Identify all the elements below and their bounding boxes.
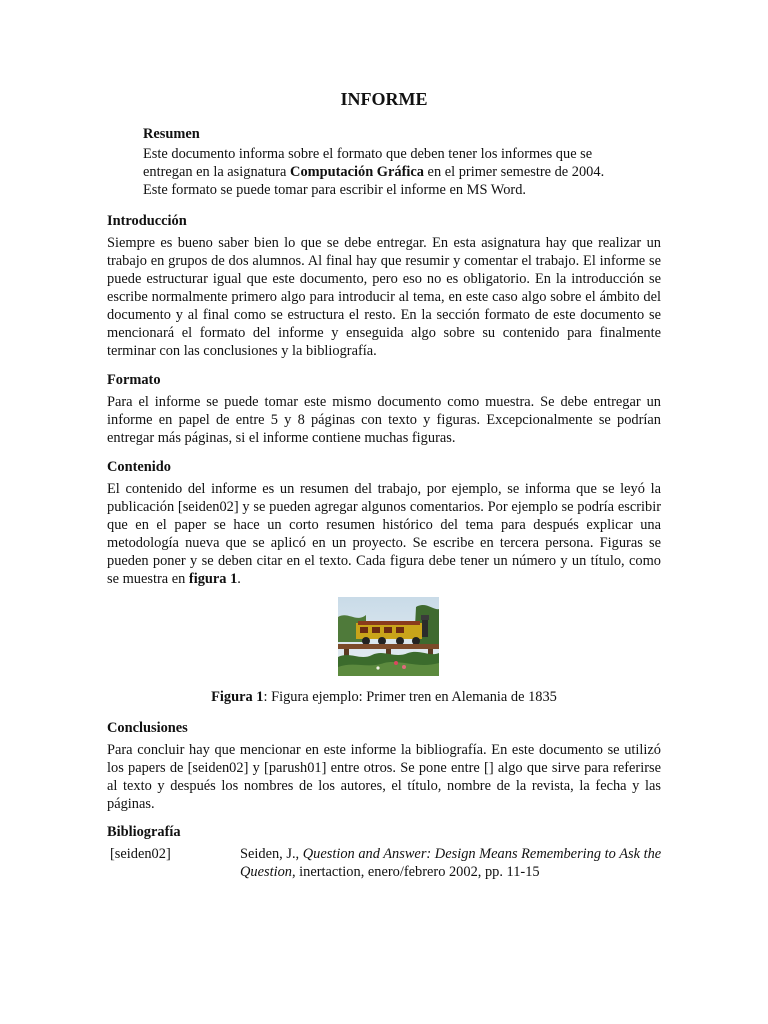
abstract bbox=[143, 125, 643, 199]
caption-text: : Figura ejemplo: Primer tren en Alemania de 1835 bbox=[263, 689, 557, 705]
figure-reference: figura 1 bbox=[188, 571, 238, 587]
section-heading: Introducción bbox=[107, 213, 187, 229]
bib-text bbox=[240, 845, 670, 881]
abstract-heading: Resumen bbox=[143, 126, 200, 142]
document-title: INFORME bbox=[340, 89, 428, 109]
section-body: Siempre es bueno saber bien lo que se debe entregar. En esta asignatura hay que realizar un trabajo en grupos de dos alumnos. Al final hay que resumir y comentar el trabajo. El informe se puede estructurar igual que este documento, pero eso no es obligatorio. En la introducción se escribe normalmente primero algo para introducir al tema, en este caso algo sobre el ámbito del documento y al final como se estructura el resto. En la sección formato de este documento se mencionará el formato del informe y enseguida algo sobre su contenido para finalmente terminar con las conclusiones y la bibliografía. bbox=[107, 235, 661, 359]
contenido-text: El contenido del informe es un resumen del trabajo, por ejemplo, se informa que se leyó la publicación [seiden02] y se pueden agregar algunos comentarios. Por ejemplo se podría escribir que en el paper se hace un corto resumen histórico del tema para después explicar una metodología nueva que se aplicó en un proyecto. Se escribe en tercera persona. Figuras se pueden poner y se deben citar en el texto. Cada figura debe tener un número y un título, como se muestra en bbox=[107, 481, 661, 587]
section-body bbox=[107, 480, 661, 588]
section-heading: Contenido bbox=[107, 459, 171, 475]
section-body: Para el informe se puede tomar este mismo documento como muestra. Se debe entregar un informe en papel de entre 5 y 8 páginas con texto y figuras. Excepcionalmente se podrían entregar más páginas, si el informe contiene muchas figuras. bbox=[107, 394, 661, 446]
section-heading: Conclusiones bbox=[107, 720, 188, 736]
section-heading: Formato bbox=[107, 372, 161, 388]
section-introduccion bbox=[107, 212, 661, 360]
bib-details: , inertaction, enero/febrero 2002, pp. 11-15 bbox=[291, 864, 540, 880]
abstract-text-pre: Este documento informa sobre el formato que deben tener los informes que se entregan en la asignatura bbox=[143, 146, 593, 180]
bib-author: Seiden, J., bbox=[240, 846, 303, 862]
bib-key: [seiden02] bbox=[110, 846, 171, 862]
contenido-text-end: . bbox=[237, 571, 241, 587]
section-conclusiones bbox=[107, 719, 661, 813]
section-formato bbox=[107, 371, 661, 447]
train-photo bbox=[338, 597, 439, 676]
caption-label: Figura 1 bbox=[211, 689, 264, 705]
train-photo-figure bbox=[338, 597, 439, 676]
abstract-line2: Este formato se puede tomar para escribir el informe en MS Word. bbox=[143, 182, 527, 198]
course-name: Computación Gráfica bbox=[290, 164, 424, 180]
abstract-text-post: en el primer semestre de 2004. bbox=[423, 164, 605, 180]
bib-title: Question and Answer: Design Means Remembering to Ask the Question bbox=[240, 846, 662, 880]
section-contenido bbox=[107, 458, 661, 588]
section-heading: Bibliografía bbox=[107, 824, 181, 840]
abstract-paragraph bbox=[143, 145, 643, 181]
section-bibliografia bbox=[107, 823, 661, 845]
figure-caption bbox=[0, 688, 768, 706]
section-body: Para concluir hay que mencionar en este informe la bibliografía. En este documento se utilizó los papers de [seiden02] y [parush01] entre otros. Se pone entre [] algo que sirve para referirse al texto y después los nombres de los autores, el título, nombre de la revista, la fecha y las páginas. bbox=[107, 742, 661, 812]
